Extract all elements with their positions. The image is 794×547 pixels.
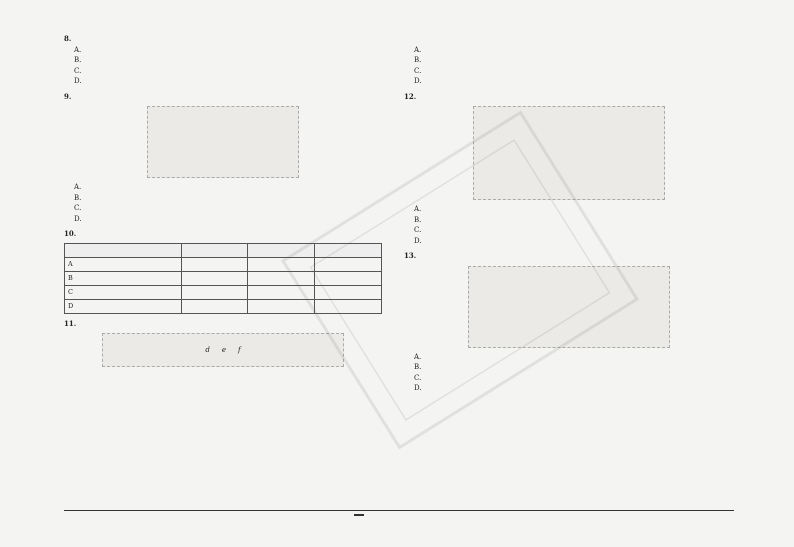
option-b: B. bbox=[414, 215, 422, 224]
option-d: D. bbox=[414, 236, 422, 245]
option-a: A. bbox=[74, 183, 82, 191]
option-b: B. bbox=[414, 56, 422, 64]
option-a: A. bbox=[414, 205, 422, 213]
question-11-continued bbox=[404, 34, 734, 87]
option-d: D. bbox=[74, 214, 82, 223]
option-b: B. bbox=[74, 193, 82, 202]
table-row: D bbox=[65, 299, 382, 313]
footer-center bbox=[354, 514, 364, 516]
figure-label-e: e bbox=[221, 345, 227, 354]
table-row: C bbox=[65, 285, 382, 299]
option-d: D. bbox=[414, 77, 422, 85]
reaction-scheme-figure bbox=[102, 333, 344, 367]
experiment-table bbox=[64, 243, 382, 314]
option-c: C. bbox=[414, 226, 422, 234]
question-13: 13. A. B. C. D. bbox=[404, 251, 734, 394]
table-row: A bbox=[65, 257, 382, 271]
option-a: A. bbox=[74, 45, 82, 54]
option-d: D. bbox=[74, 77, 82, 85]
question-8: 8. A. B. C. D. bbox=[64, 34, 382, 87]
figure-label-d: d bbox=[205, 345, 210, 354]
question-11: 11. d e f bbox=[64, 319, 382, 368]
option-c: C. bbox=[414, 373, 422, 382]
option-d: D. bbox=[414, 384, 422, 392]
option-c: C. bbox=[74, 204, 82, 212]
question-10: 10. A B C D bbox=[64, 229, 382, 314]
page-footer bbox=[64, 510, 734, 527]
option-a: A. bbox=[414, 352, 422, 361]
option-c: C. bbox=[74, 66, 82, 75]
option-b: B. bbox=[74, 56, 82, 64]
option-a: A. bbox=[414, 45, 422, 54]
option-c: C. bbox=[414, 66, 422, 75]
catalytic-cycle-figure bbox=[473, 106, 665, 200]
question-12: 12. A. B. C. D. bbox=[404, 92, 734, 247]
question-9: 9. A. B. C. D. bbox=[64, 92, 382, 225]
figure-label-f: f bbox=[238, 345, 241, 354]
table-row: B bbox=[65, 271, 382, 285]
table-header-row bbox=[65, 243, 382, 257]
right-column bbox=[404, 34, 734, 399]
left-column bbox=[64, 34, 382, 372]
complex-structure-figure bbox=[147, 106, 299, 178]
crystal-cell-figure bbox=[468, 266, 670, 348]
option-b: B. bbox=[414, 363, 422, 371]
